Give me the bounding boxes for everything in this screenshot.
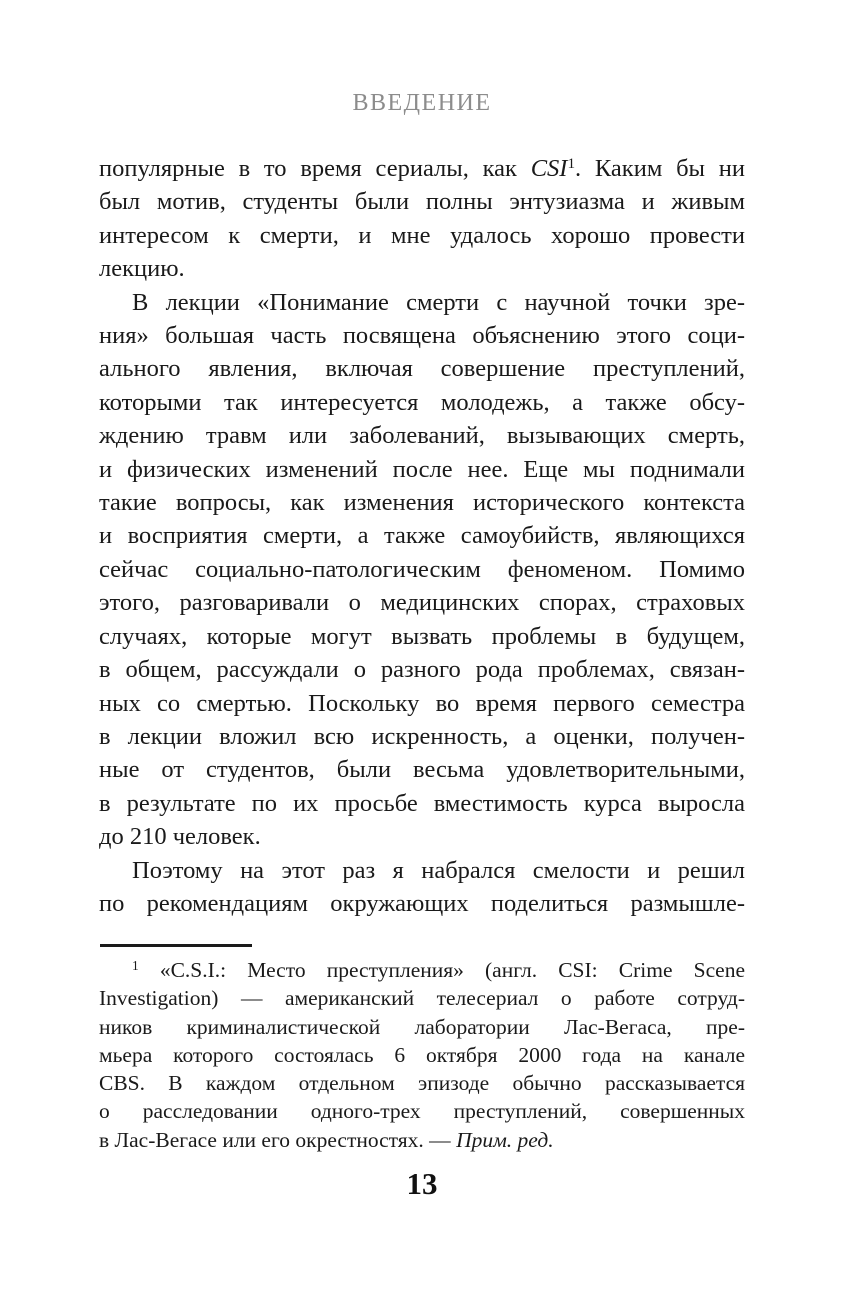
text-line: ников криминалистической лаборатории Лас-Вегаса, пре-	[99, 1014, 745, 1039]
text-line: сейчас социально-патологическим феноменом. Помимо	[99, 555, 745, 583]
text-line: о расследовании одного-трех преступлений, совершенных	[99, 1099, 745, 1124]
text-line: ального явления, включая совершение преступлений,	[99, 355, 745, 383]
text-line: ных со смертью. Поскольку во время первого семестра	[99, 689, 745, 717]
text-line: Поэтому на этот раз я набрался смелости и решил	[132, 856, 745, 884]
text-line: случаях, которые могут вызвать проблемы в будущем,	[99, 622, 745, 650]
footnote-block	[99, 956, 745, 1154]
text-line: по рекомендациям окружающих поделиться размышле-	[99, 889, 745, 917]
chapter-running-head: ВВЕДЕНИЕ	[352, 90, 492, 116]
text-line: $^1$ «C.S.I.: Место преступления» (англ. CSI: Crime Scene	[132, 958, 745, 982]
italic-text: Прим. ред.	[456, 1127, 554, 1152]
text-line: в Лас-Вегасе или его окрестностях. — Прим. ред.	[99, 1127, 554, 1152]
footnote-marker: 1	[132, 958, 139, 974]
footnote-marker: 1	[567, 155, 576, 173]
text-line: популярные в то время сериалы, как CSI$^1$. Каким бы ни	[99, 155, 745, 182]
text-line: этого, разговаривали о медицинских спорах, страховых	[99, 589, 745, 617]
text-line: такие вопросы, как изменения исторического контекста	[99, 489, 745, 517]
text-line: до 210 человек.	[99, 823, 261, 851]
text-line: ные от студентов, были весьма удовлетворительными,	[99, 756, 745, 784]
footnote-separator-rule	[100, 944, 252, 947]
text-line: и восприятия смерти, а также самоубийств, являющихся	[99, 522, 745, 550]
italic-text: CSI	[530, 155, 568, 182]
text-line: которыми так интересуется молодежь, а также обсу-	[99, 388, 745, 416]
text-line: В лекции «Понимание смерти с научной точки зре-	[132, 288, 745, 316]
body-text-block	[99, 152, 745, 920]
text-line: в лекции вложил всю искренность, а оценки, получен-	[99, 722, 745, 750]
page-number: 13	[406, 1166, 438, 1201]
text-line: ждению травм или заболеваний, вызывающих смерть,	[99, 422, 745, 450]
text-line: в результате по их просьбе вместимость курса выросла	[99, 789, 745, 817]
text-line: и физических изменений после нее. Еще мы поднимали	[99, 455, 745, 483]
text-line: интересом к смерти, и мне удалось хорошо провести	[99, 221, 745, 249]
text-line: был мотив, студенты были полны энтузиазма и живым	[99, 188, 745, 216]
text-line: лекцию.	[99, 255, 185, 283]
text-line: в общем, рассуждали о разного рода проблемах, связан-	[99, 656, 745, 684]
text-line: мьера которого состоялась 6 октября 2000 года на канале	[99, 1042, 745, 1067]
text-line: ния» большая часть посвящена объяснению этого соци-	[99, 322, 745, 350]
text-line: CBS. В каждом отдельном эпизоде обычно рассказывается	[99, 1071, 745, 1096]
text-line: Investigation) — американский телесериал о работе сотруд-	[99, 986, 745, 1011]
